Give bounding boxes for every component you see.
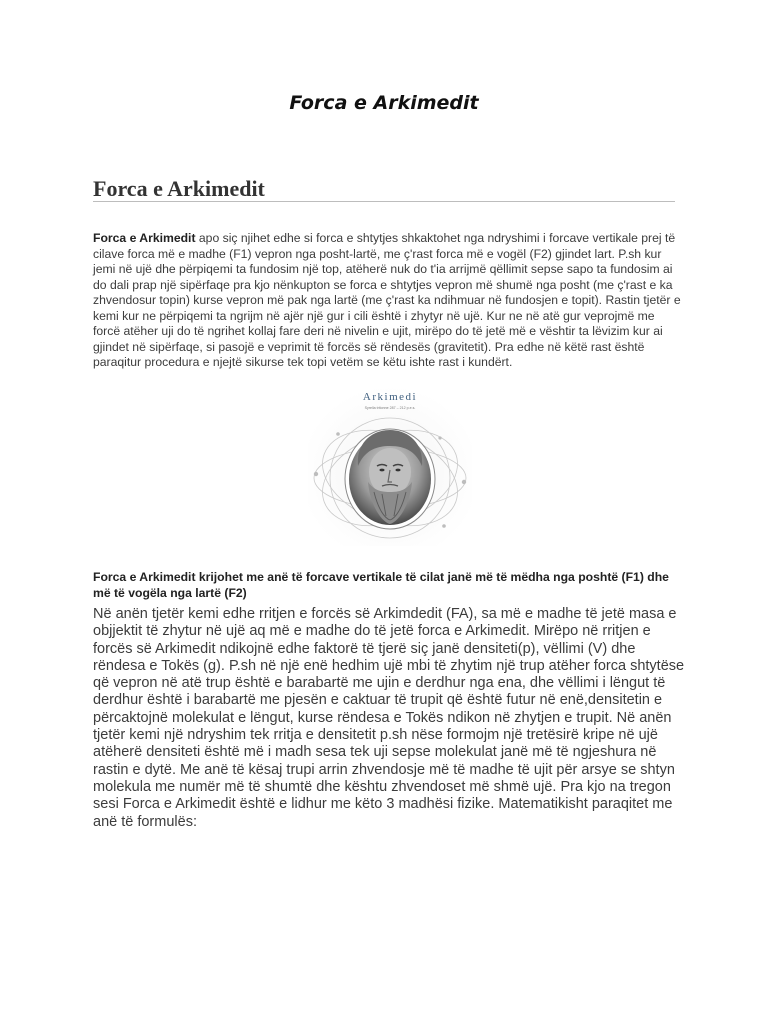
figure-caption: Forca e Arkimedit krijohet me anë të forcave vertikale të cilat janë më të mëdha nga poshtë (F1) dhe më të vogëla nga lartë (F2)	[93, 570, 669, 600]
figure-banner-title: Arkimedi	[362, 391, 418, 403]
archimedes-figure	[308, 386, 472, 546]
intro-lead-term: Forca e Arkimedit	[93, 231, 196, 245]
section-heading: Forca e Arkimedit	[93, 176, 265, 201]
document-title: Forca e Arkimedit	[289, 92, 479, 114]
body-paragraph: Në anën tjetër kemi edhe rritjen e forcës së Arkimdedit (FA), sa më e madhe të jetë masa e objjektit të zhytur në ujë aq më e madhe do të jetë forca e Arkimedit. Mirëpo në rritjen e forcës së Arkimedit ndikojnë edhe faktorë të tjerë siç janë densiteti(p), vëllimi (V) dhe rëndesa e Tokës (g). P.sh në një enë hedhim ujë mbi të zhytim një trup atëher forca shtytëse që vepron në atë trup është e barabartë me ujin e derdhur nga ena, dhe vëllimi i lëngut të derdhur është i barabartë me pjesën e caktuar të trupit që është futur në enë,densitetin e përcaktojnë molekulat e lëngut, kurse rëndesa e Tokës ndikon në zhytjen e trupit. Në anën tjetër kemi një ndryshim tek rritja e densitetit p.sh nëse formojm një tretësirë kripe në ujë atëherë densiteti është më i madh sesa tek uji sepse molekulat janë më të ngjeshura në rastin e dytë. Me anë të kësaj trupi arrin zhvendosje më të madhe të ujit për arsye se shtyn molekula me numër më të shumtë dhe kështu zhvendoset më shmë ujë. Pra kjo na tregon sesi Forca e Arkimedit është e lidhur me këto 3 madhësi fizike. Matematikisht paraqitet me anë të formulës:	[93, 606, 685, 830]
intro-body-text: apo siç njihet edhe si forca e shtytjes shkaktohet nga ndryshimi i forcave vertikale prej të cilave forca më e madhe (F1) vepron nga posht-lartë, me ç'rast forca më e vogël (F2) gjindet lart. P.sh kur jemi në ujë dhe përpiqemi ta fundosim një top, atëherë nuk do t'ia arrijmë qëllimit sepse sapo ta fundosim ai do dali prap një sipërfaqe pra kjo nënkupton se forca e shtytjes vepron më shumë nga posht (me ç'rast e ka zhvendosur topin) kurse vepron më pak nga lartë (me ç'rast ka ndihmuar në fundosjen e topit). Rastin tjetër e kemi kur ne përpiqemi ta ngrijm në ajër një gur i cili është i zhytyr në ujë. Kur ne në atë gur veprojmë me forcë atëher uji do të ngrihet kollaj fare deri në nivelin e ujit, mirëpo do të jetë më e vështir ta lëvizim kur ai gjindet në sipërfaqe, si pasojë e veprimit të forcës së rëndesës (gravitetit). Pra edhe në këtë rast është paraqitur procedura e njejtë sikurse tek topi vetëm se këtu ishte rast i kundërt.	[93, 231, 681, 369]
archimedes-portrait-icon	[308, 386, 472, 546]
intro-paragraph	[93, 231, 683, 371]
section-divider	[93, 201, 675, 202]
figure-banner-subtitle: Syrella tritonne 287 – 212 p.e.s.	[364, 406, 416, 410]
